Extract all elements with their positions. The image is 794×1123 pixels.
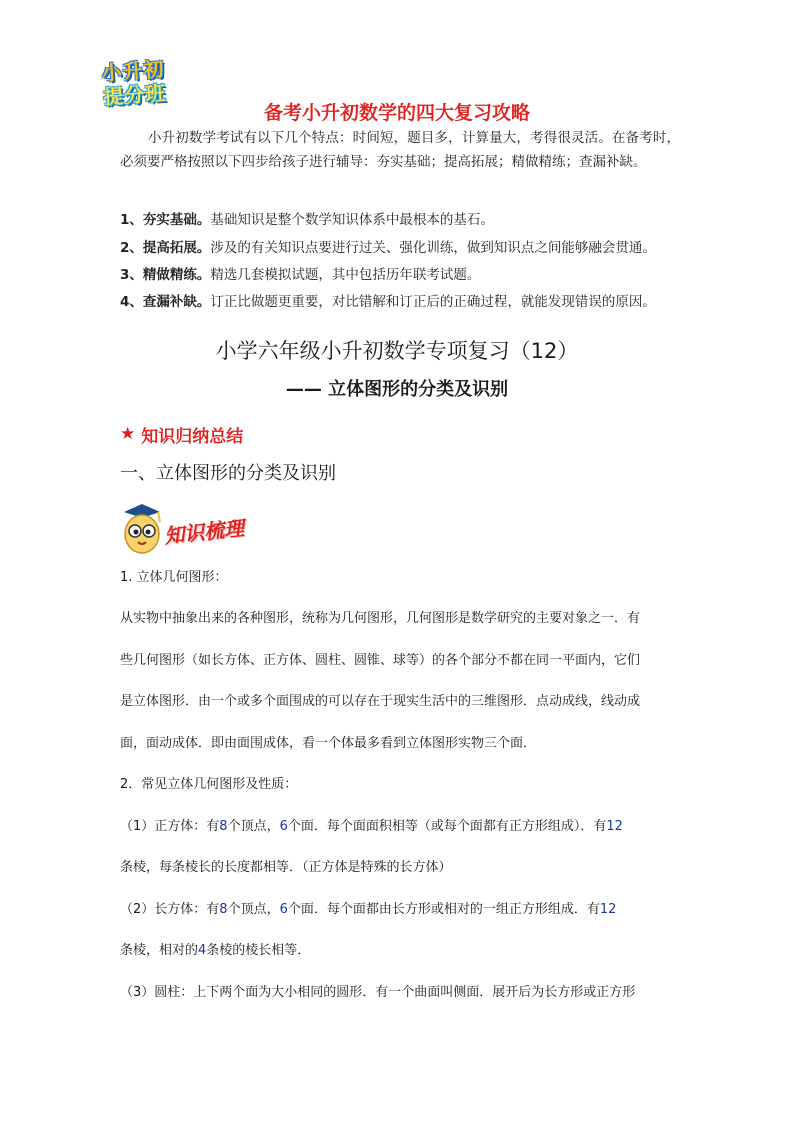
knowledge-mascot [120, 500, 270, 560]
section-heading: 一、立体图形的分类及识别 [120, 463, 336, 484]
lesson-subtitle: —— 立体图形的分类及识别 [285, 379, 509, 400]
body-line: 些几何图形（如长方体、正方体、圆柱、圆锥、球等）的各个部分不都在同一平面内，它们 [120, 653, 641, 668]
strategy-title: 备考小升初数学的四大复习攻略 [263, 102, 530, 124]
body-line: 1. 立体几何图形： [120, 570, 228, 585]
body-line: 是立体图形．由一个或多个面围成的可以存在于现实生活中的三维图形．点动成线，线动成 [120, 694, 641, 709]
tip-item: 2、提高拓展。涉及的有关知识点要进行过关、强化训练，做到知识点之间能够融会贯通。 [120, 240, 656, 256]
tip-item: 1、夯实基础。基础知识是整个数学知识体系中最根本的基石。 [120, 212, 494, 228]
star-icon: ★ [120, 424, 136, 444]
body-line: 2．常见立体几何图形及性质： [120, 777, 298, 792]
body-line: 条棱，相对的4条棱的棱长相等． [120, 943, 311, 958]
lesson-title: 小学六年级小升初数学专项复习（12） [215, 339, 579, 363]
body-line: 条棱，每条棱长的长度都相等．（正方体是特殊的长方体） [120, 860, 452, 875]
body-line: 面，面动成体．即由面围成体，看一个体最多看到立体图形实物三个面． [120, 736, 537, 751]
body-line: （2）长方体：有8个顶点，6个面．每个面都由长方形或相对的一组正方形组成．有12 [120, 902, 617, 917]
section-badge-label: 知识归纳总结 [141, 426, 244, 447]
intro-paragraph: 小升初数学考试有以下几个特点：时间短，题目多，计算量大，考得很灵活。在备考时，必须要严格按照以下四步给孩子进行辅导：夯实基础；提高拓展；精做精练；查漏补缺。 [120, 130, 680, 170]
body-line: （1）正方体：有8个顶点，6个面．每个面面积相等（或每个面都有正方形组成）．有12 [120, 819, 623, 834]
tip-item: 3、精做精练。精选几套模拟试题，其中包括历年联考试题。 [120, 267, 481, 283]
section-badge [120, 420, 243, 448]
logo-line-2: 提分班 [102, 80, 168, 110]
body-line: （3）圆柱：上下两个面为大小相同的圆形．有一个曲面叫侧面．展开后为长方形或正方形 [120, 985, 636, 1000]
mascot-label: 知识梳理 [163, 515, 246, 549]
tip-item: 4、查漏补缺。订正比做题更重要，对比错解和订正后的正确过程，就能发现错误的原因。 [120, 294, 656, 310]
logo-line-1: 小升初 [100, 56, 166, 86]
body-line: 从实物中抽象出来的各种图形，统称为几何图形，几何图形是数学研究的主要对象之一．有 [120, 611, 641, 626]
